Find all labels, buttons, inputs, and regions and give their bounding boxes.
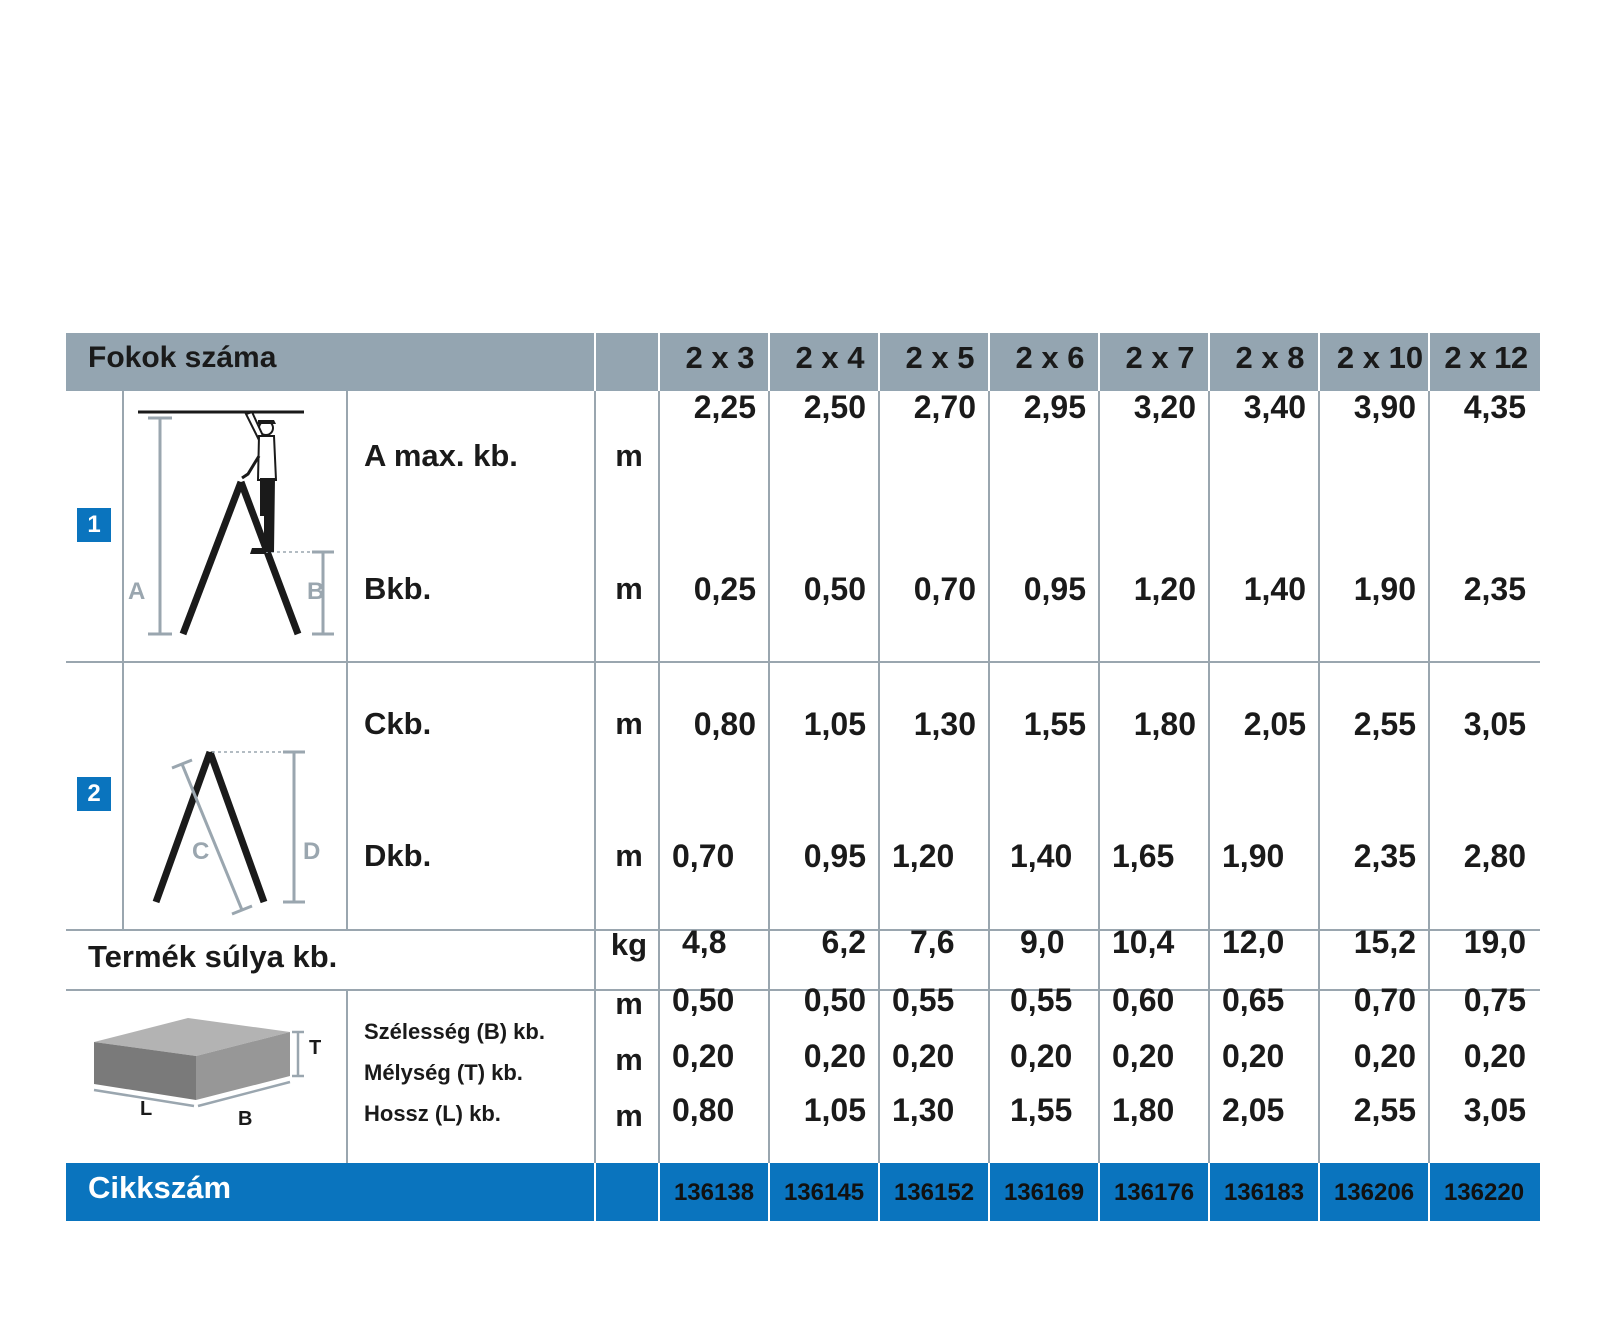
value-cell: 15,2 xyxy=(1353,924,1416,960)
value-cell: 1,30 xyxy=(892,1092,955,1128)
value-cell: 2,35 xyxy=(1463,571,1526,607)
value-cell: 1,55 xyxy=(1010,1092,1073,1128)
value-cell: 2,05 xyxy=(1243,706,1306,742)
value-cell: 0,60 xyxy=(1112,982,1175,1018)
row-label-depth: Mélység (T) kb. xyxy=(364,1060,523,1085)
article-number: 136183 xyxy=(1223,1179,1305,1206)
value-cell: 1,40 xyxy=(1010,838,1073,874)
value-cell: 3,05 xyxy=(1463,706,1526,742)
value-cell: 0,95 xyxy=(1023,571,1086,607)
value-cell: 0,20 xyxy=(1112,1038,1175,1074)
value-cell: 0,70 xyxy=(1353,982,1416,1018)
value-cell: 19,0 xyxy=(1463,924,1526,960)
value-cell: 0,20 xyxy=(803,1038,866,1074)
value-cell: 3,40 xyxy=(1243,389,1306,425)
section-badge-1: 1 xyxy=(77,508,111,542)
unit: m xyxy=(615,438,643,473)
step-header: 2 x 4 xyxy=(795,340,865,375)
article-number: 136176 xyxy=(1113,1179,1195,1206)
value-cell: 0,70 xyxy=(913,571,976,607)
step-header: 2 x 5 xyxy=(905,340,975,375)
value-cell: 2,25 xyxy=(693,389,756,425)
figure-label-b: B xyxy=(238,1108,253,1130)
value-cell: 2,55 xyxy=(1353,1092,1416,1128)
value-cell: 7,6 xyxy=(910,924,955,960)
row-label-c: Ckb. xyxy=(364,706,432,741)
value-cell: 0,20 xyxy=(1353,1038,1416,1074)
value-cell: 1,55 xyxy=(1023,706,1086,742)
value-cell: 0,80 xyxy=(672,1092,735,1128)
value-cell: 0,55 xyxy=(892,982,955,1018)
value-cell: 2,05 xyxy=(1222,1092,1285,1128)
step-header: 2 x 6 xyxy=(1015,340,1085,375)
value-cell: 0,65 xyxy=(1222,982,1285,1018)
value-cell: 1,80 xyxy=(1133,706,1196,742)
figure-label-b: B xyxy=(307,578,325,605)
ladder-working-height-figure xyxy=(126,396,344,658)
ladder-dimensions-figure xyxy=(126,730,344,920)
value-cell: 2,95 xyxy=(1023,389,1086,425)
value-cell: 1,30 xyxy=(913,706,976,742)
value-cell: 0,20 xyxy=(672,1038,735,1074)
value-cell: 0,50 xyxy=(672,982,735,1018)
value-cell: 3,05 xyxy=(1463,1092,1526,1128)
article-number: 136169 xyxy=(1003,1179,1085,1206)
value-cell: 0,75 xyxy=(1463,982,1526,1018)
row-label-width: Szélesség (B) kb. xyxy=(364,1019,545,1044)
row-label-a-max: A max. kb. xyxy=(364,438,518,473)
figure-label-t: T xyxy=(309,1037,322,1059)
row-label-b: Bkb. xyxy=(364,571,432,606)
value-cell: 0,50 xyxy=(803,571,866,607)
value-cell: 0,50 xyxy=(803,982,866,1018)
value-cell: 2,80 xyxy=(1463,838,1526,874)
row-label-d: Dkb. xyxy=(364,838,432,873)
row-label-length: Hossz (L) kb. xyxy=(364,1101,501,1126)
package-box-figure xyxy=(86,1008,342,1138)
value-cell: 0,20 xyxy=(1463,1038,1526,1074)
value-cell: 0,55 xyxy=(1010,982,1073,1018)
value-cell: 0,20 xyxy=(892,1038,955,1074)
unit: m xyxy=(615,1042,643,1077)
header-title: Fokok száma xyxy=(88,341,277,374)
unit: m xyxy=(615,706,643,741)
section-badge-2: 2 xyxy=(77,777,111,811)
unit: m xyxy=(615,838,643,873)
figure-label-a: A xyxy=(128,578,146,605)
value-cell: 4,35 xyxy=(1463,389,1526,425)
footer-title: Cikkszám xyxy=(88,1170,232,1205)
value-cell: 12,0 xyxy=(1222,924,1285,960)
value-cell: 0,80 xyxy=(693,706,756,742)
value-cell: 2,50 xyxy=(803,389,866,425)
article-number: 136220 xyxy=(1443,1179,1525,1206)
step-header: 2 x 8 xyxy=(1235,340,1305,375)
step-header: 2 x 10 xyxy=(1336,340,1424,375)
value-cell: 1,40 xyxy=(1243,571,1306,607)
value-cell: 2,35 xyxy=(1353,838,1416,874)
value-cell: 0,95 xyxy=(803,838,866,874)
figure-label-l: L xyxy=(140,1098,153,1120)
article-number: 136152 xyxy=(893,1179,975,1206)
value-cell: 0,25 xyxy=(693,571,756,607)
article-number: 136138 xyxy=(673,1179,755,1206)
figure-label-d: D xyxy=(303,838,321,865)
unit: kg xyxy=(610,927,648,962)
row-label-weight: Termék súlya kb. xyxy=(88,939,338,974)
article-number: 136145 xyxy=(783,1179,865,1206)
figure-label-c: C xyxy=(192,838,210,865)
step-header: 2 x 12 xyxy=(1444,340,1528,375)
value-cell: 4,8 xyxy=(682,924,727,960)
value-cell: 1,20 xyxy=(1133,571,1196,607)
unit: m xyxy=(615,571,643,606)
value-cell: 1,05 xyxy=(803,1092,866,1128)
value-cell: 1,80 xyxy=(1112,1092,1175,1128)
value-cell: 9,0 xyxy=(1020,924,1065,960)
unit: m xyxy=(615,986,643,1021)
step-header: 2 x 7 xyxy=(1125,340,1195,375)
value-cell: 6,2 xyxy=(821,924,866,960)
value-cell: 0,20 xyxy=(1222,1038,1285,1074)
value-cell: 1,65 xyxy=(1112,838,1175,874)
value-cell: 0,20 xyxy=(1010,1038,1073,1074)
article-number: 136206 xyxy=(1333,1179,1415,1206)
value-cell: 2,55 xyxy=(1353,706,1416,742)
value-cell: 1,20 xyxy=(892,838,955,874)
value-cell: 1,90 xyxy=(1222,838,1285,874)
value-cell: 0,70 xyxy=(672,838,735,874)
value-cell: 1,90 xyxy=(1353,571,1416,607)
value-cell: 1,05 xyxy=(803,706,866,742)
unit: m xyxy=(615,1098,643,1133)
value-cell: 3,90 xyxy=(1353,389,1416,425)
value-cell: 2,70 xyxy=(913,389,976,425)
step-header: 2 x 3 xyxy=(685,340,755,375)
value-cell: 10,4 xyxy=(1112,924,1175,960)
value-cell: 3,20 xyxy=(1133,389,1196,425)
